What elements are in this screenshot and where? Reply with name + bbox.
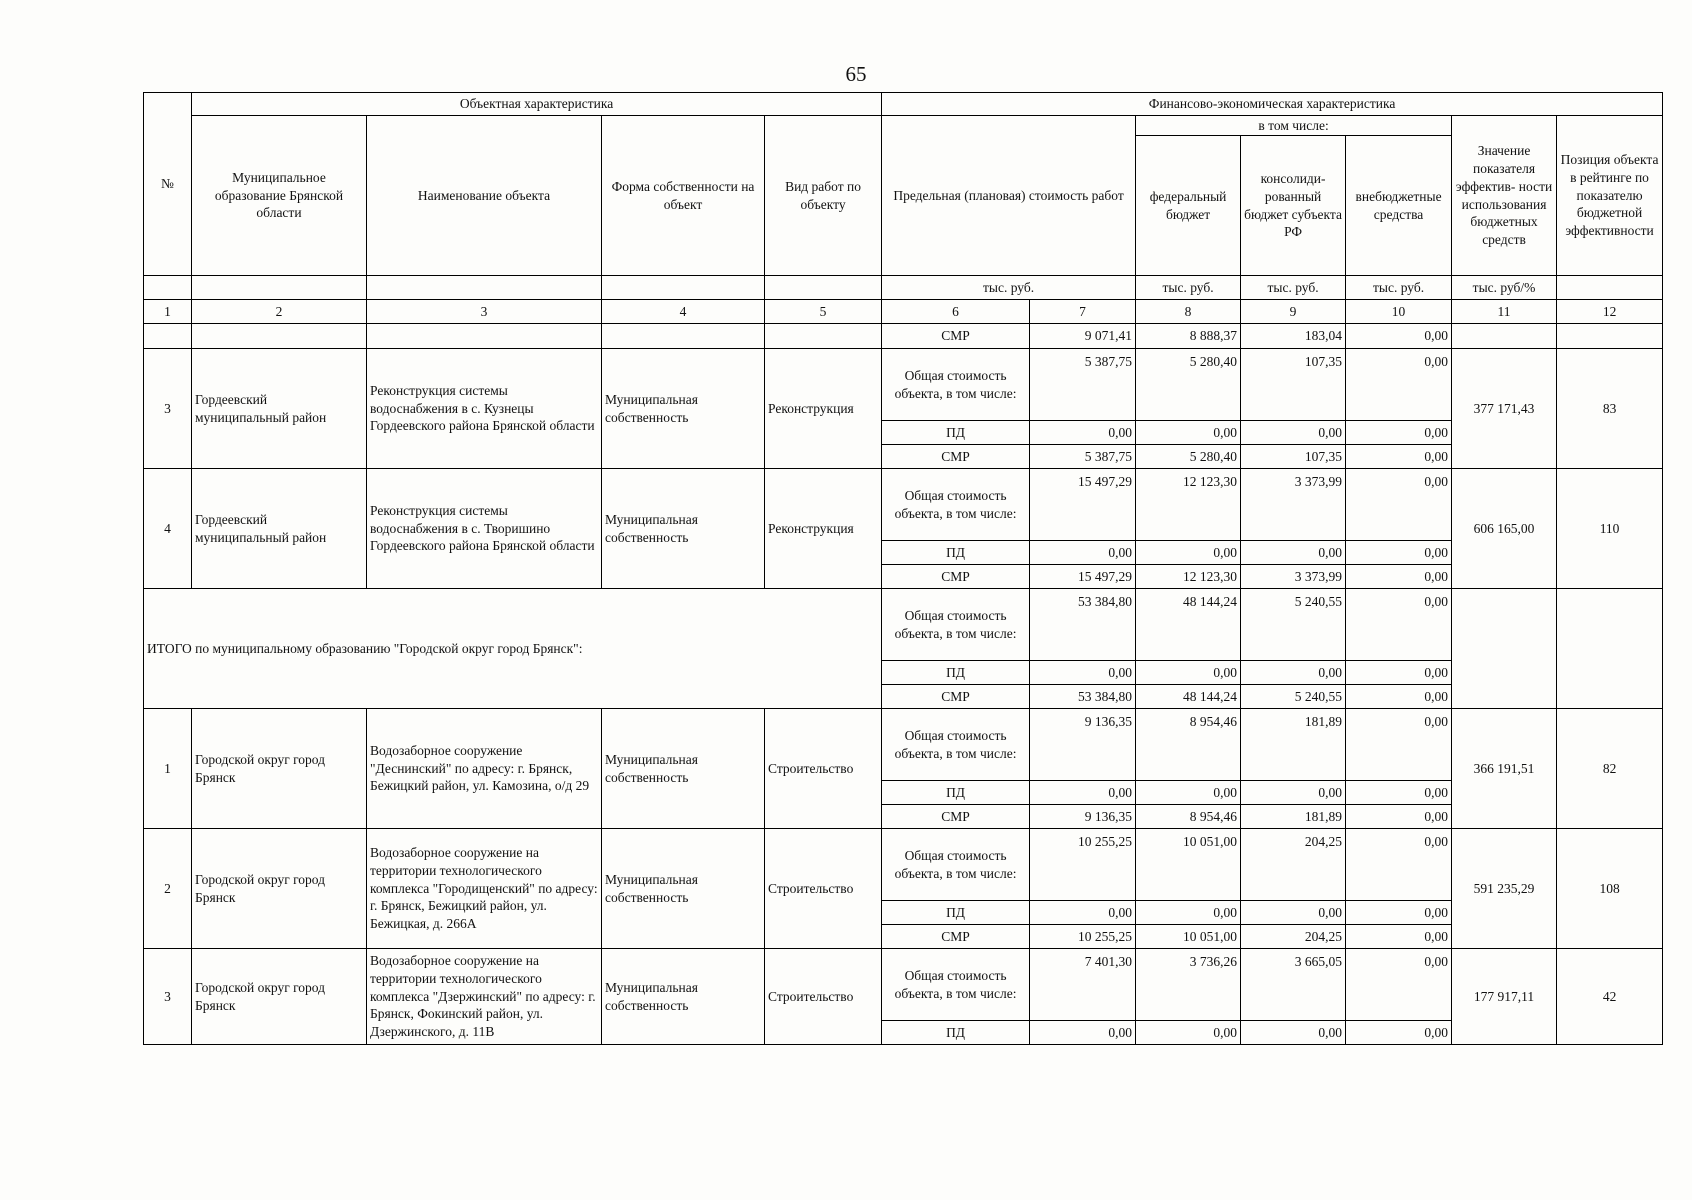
extrabudget-value: 0,00 xyxy=(1346,565,1452,589)
unit-extrabudget: тыс. руб. xyxy=(1346,276,1452,300)
row-number: 3 xyxy=(144,949,192,1045)
row-number: 2 xyxy=(144,829,192,949)
smr-label: СМР xyxy=(882,805,1030,829)
itogo-label: ИТОГО по муниципальному образованию "Городской округ город Брянск": xyxy=(144,589,882,709)
regional-value: 0,00 xyxy=(1241,421,1346,445)
efficiency-value: 606 165,00 xyxy=(1452,469,1557,589)
federal-value: 10 051,00 xyxy=(1136,829,1241,901)
federal-value: 0,00 xyxy=(1136,1021,1241,1045)
work-type-cell: Строительство xyxy=(765,709,882,829)
empty-cell xyxy=(367,324,602,349)
federal-value: 5 280,40 xyxy=(1136,445,1241,469)
row-number: 3 xyxy=(144,349,192,469)
municipality-cell: Гордеевский муниципальный район xyxy=(192,349,367,469)
unit-federal: тыс. руб. xyxy=(1136,276,1241,300)
table-row xyxy=(144,324,1663,349)
federal-value: 12 123,30 xyxy=(1136,469,1241,541)
cost-value: 9 071,41 xyxy=(1030,324,1136,349)
federal-value: 0,00 xyxy=(1136,661,1241,685)
empty-cell xyxy=(602,324,765,349)
pd-label: ПД xyxy=(882,1021,1030,1045)
pd-label: ПД xyxy=(882,901,1030,925)
efficiency-value: 177 917,11 xyxy=(1452,949,1557,1045)
smr-label: СМР xyxy=(882,565,1030,589)
cost-value: 0,00 xyxy=(1030,1021,1136,1045)
smr-label: СМР xyxy=(882,685,1030,709)
total-cost-label: Общая стоимость объекта, в том числе: xyxy=(882,949,1030,1021)
federal-value: 0,00 xyxy=(1136,421,1241,445)
regional-value: 3 373,99 xyxy=(1241,565,1346,589)
efficiency-value: 377 171,43 xyxy=(1452,349,1557,469)
column-number: 6 xyxy=(882,300,1030,324)
unit-regional: тыс. руб. xyxy=(1241,276,1346,300)
cost-value: 0,00 xyxy=(1030,781,1136,805)
cost-value: 5 387,75 xyxy=(1030,445,1136,469)
header-finance-group: Финансово-экономическая характеристика xyxy=(882,93,1663,116)
cost-value: 5 387,75 xyxy=(1030,349,1136,421)
ownership-cell: Муниципальная собственность xyxy=(602,949,765,1045)
table-row xyxy=(144,349,1663,421)
empty-cell xyxy=(192,324,367,349)
rank-value: 42 xyxy=(1557,949,1663,1045)
unit-cell-empty xyxy=(192,276,367,300)
extrabudget-value: 0,00 xyxy=(1346,829,1452,901)
total-cost-label: Общая стоимость объекта, в том числе: xyxy=(882,349,1030,421)
row-number: 4 xyxy=(144,469,192,589)
federal-value: 8 888,37 xyxy=(1136,324,1241,349)
smr-label: СМР xyxy=(882,324,1030,349)
cost-value: 0,00 xyxy=(1030,421,1136,445)
extrabudget-value: 0,00 xyxy=(1346,781,1452,805)
unit-cost: тыс. руб. xyxy=(882,276,1136,300)
header-no: № xyxy=(144,93,192,276)
table-row xyxy=(144,949,1663,1021)
ownership-cell: Муниципальная собственность xyxy=(602,349,765,469)
work-type-cell: Строительство xyxy=(765,949,882,1045)
federal-value: 3 736,26 xyxy=(1136,949,1241,1021)
cost-value: 15 497,29 xyxy=(1030,469,1136,541)
municipality-cell: Гордеевский муниципальный район xyxy=(192,469,367,589)
cost-value: 53 384,80 xyxy=(1030,589,1136,661)
object-name-cell: Реконструкция системы водоснабжения в с. Творишино Гордеевского района Брянской области xyxy=(367,469,602,589)
ownership-cell: Муниципальная собственность xyxy=(602,829,765,949)
header-object-name: Наименование объекта xyxy=(367,116,602,276)
cost-value: 0,00 xyxy=(1030,541,1136,565)
table-row xyxy=(144,469,1663,541)
empty-cell xyxy=(765,324,882,349)
rank-value: 83 xyxy=(1557,349,1663,469)
efficiency-value: 366 191,51 xyxy=(1452,709,1557,829)
regional-value: 0,00 xyxy=(1241,661,1346,685)
unit-cell-empty xyxy=(144,276,192,300)
cost-value: 7 401,30 xyxy=(1030,949,1136,1021)
municipality-cell: Городской округ город Брянск xyxy=(192,709,367,829)
unit-efficiency: тыс. руб/% xyxy=(1452,276,1557,300)
pd-label: ПД xyxy=(882,421,1030,445)
regional-value: 5 240,55 xyxy=(1241,589,1346,661)
work-type-cell: Реконструкция xyxy=(765,469,882,589)
column-number: 12 xyxy=(1557,300,1663,324)
extrabudget-value: 0,00 xyxy=(1346,949,1452,1021)
extrabudget-value: 0,00 xyxy=(1346,661,1452,685)
cost-value: 0,00 xyxy=(1030,661,1136,685)
regional-value: 181,89 xyxy=(1241,805,1346,829)
total-cost-label: Общая стоимость объекта, в том числе: xyxy=(882,829,1030,901)
column-number: 1 xyxy=(144,300,192,324)
cost-value: 10 255,25 xyxy=(1030,925,1136,949)
extrabudget-value: 0,00 xyxy=(1346,541,1452,565)
regional-value: 204,25 xyxy=(1241,829,1346,901)
pd-label: ПД xyxy=(882,781,1030,805)
column-number: 2 xyxy=(192,300,367,324)
empty-cell xyxy=(1452,324,1557,349)
extrabudget-value: 0,00 xyxy=(1346,1021,1452,1045)
regional-value: 0,00 xyxy=(1241,1021,1346,1045)
work-type-cell: Реконструкция xyxy=(765,349,882,469)
regional-value: 183,04 xyxy=(1241,324,1346,349)
extrabudget-value: 0,00 xyxy=(1346,925,1452,949)
federal-value: 48 144,24 xyxy=(1136,589,1241,661)
federal-value: 8 954,46 xyxy=(1136,805,1241,829)
objects-table xyxy=(143,92,1663,1045)
rank-value: 108 xyxy=(1557,829,1663,949)
unit-cell-empty xyxy=(765,276,882,300)
header-including: в том числе: xyxy=(1136,116,1452,136)
table-row xyxy=(144,709,1663,781)
federal-value: 10 051,00 xyxy=(1136,925,1241,949)
table-row xyxy=(144,589,1663,661)
header-ownership: Форма собственности на объект xyxy=(602,116,765,276)
rank-value: 82 xyxy=(1557,709,1663,829)
empty-cell xyxy=(1557,589,1663,709)
total-cost-label: Общая стоимость объекта, в том числе: xyxy=(882,589,1030,661)
regional-value: 5 240,55 xyxy=(1241,685,1346,709)
empty-cell xyxy=(1557,324,1663,349)
efficiency-value: 591 235,29 xyxy=(1452,829,1557,949)
cost-value: 15 497,29 xyxy=(1030,565,1136,589)
pd-label: ПД xyxy=(882,541,1030,565)
extrabudget-value: 0,00 xyxy=(1346,709,1452,781)
regional-value: 0,00 xyxy=(1241,781,1346,805)
smr-label: СМР xyxy=(882,925,1030,949)
regional-value: 107,35 xyxy=(1241,445,1346,469)
header-work-type: Вид работ по объекту xyxy=(765,116,882,276)
empty-cell xyxy=(1452,589,1557,709)
header-federal-budget: федеральный бюджет xyxy=(1136,136,1241,276)
pd-label: ПД xyxy=(882,661,1030,685)
header-municipality: Муниципальное образование Брянской области xyxy=(192,116,367,276)
regional-value: 3 373,99 xyxy=(1241,469,1346,541)
work-type-cell: Строительство xyxy=(765,829,882,949)
unit-cell-empty xyxy=(602,276,765,300)
federal-value: 0,00 xyxy=(1136,781,1241,805)
regional-value: 3 665,05 xyxy=(1241,949,1346,1021)
extrabudget-value: 0,00 xyxy=(1346,589,1452,661)
extrabudget-value: 0,00 xyxy=(1346,445,1452,469)
rank-value: 110 xyxy=(1557,469,1663,589)
cost-value: 9 136,35 xyxy=(1030,709,1136,781)
column-number: 5 xyxy=(765,300,882,324)
extrabudget-value: 0,00 xyxy=(1346,349,1452,421)
extrabudget-value: 0,00 xyxy=(1346,901,1452,925)
extrabudget-value: 0,00 xyxy=(1346,469,1452,541)
cost-value: 53 384,80 xyxy=(1030,685,1136,709)
federal-value: 0,00 xyxy=(1136,901,1241,925)
federal-value: 8 954,46 xyxy=(1136,709,1241,781)
total-cost-label: Общая стоимость объекта, в том числе: xyxy=(882,469,1030,541)
table-row xyxy=(144,829,1663,901)
column-number: 9 xyxy=(1241,300,1346,324)
ownership-cell: Муниципальная собственность xyxy=(602,469,765,589)
extrabudget-value: 0,00 xyxy=(1346,421,1452,445)
object-name-cell: Водозаборное сооружение на территории технологического комплекса "Городищенский" по адресу: г. Брянск, Бежицкий район, ул. Бежицкая, д. 266А xyxy=(367,829,602,949)
header-regional-budget: консолиди- рованный бюджет субъекта РФ xyxy=(1241,136,1346,276)
column-number: 11 xyxy=(1452,300,1557,324)
regional-value: 204,25 xyxy=(1241,925,1346,949)
header-efficiency: Значение показателя эффектив- ности использования бюджетных средств xyxy=(1452,116,1557,276)
header-extrabudget: внебюджетные средства xyxy=(1346,136,1452,276)
cost-value: 0,00 xyxy=(1030,901,1136,925)
federal-value: 5 280,40 xyxy=(1136,349,1241,421)
regional-value: 0,00 xyxy=(1241,541,1346,565)
header-planned-cost: Предельная (плановая) стоимость работ xyxy=(882,116,1136,276)
page-number: 65 xyxy=(845,62,867,86)
federal-value: 0,00 xyxy=(1136,541,1241,565)
municipality-cell: Городской округ город Брянск xyxy=(192,829,367,949)
column-number: 4 xyxy=(602,300,765,324)
header-rank: Позиция объекта в рейтинге по показателю бюджетной эффективности xyxy=(1557,116,1663,276)
cost-value: 10 255,25 xyxy=(1030,829,1136,901)
object-name-cell: Водозаборное сооружение "Деснинский" по адресу: г. Брянск, Бежицкий район, ул. Камозина, о/д 29 xyxy=(367,709,602,829)
unit-cell-empty xyxy=(1557,276,1663,300)
regional-value: 107,35 xyxy=(1241,349,1346,421)
cost-value: 9 136,35 xyxy=(1030,805,1136,829)
regional-value: 0,00 xyxy=(1241,901,1346,925)
row-number: 1 xyxy=(144,709,192,829)
ownership-cell: Муниципальная собственность xyxy=(602,709,765,829)
column-number: 3 xyxy=(367,300,602,324)
total-cost-label: Общая стоимость объекта, в том числе: xyxy=(882,709,1030,781)
unit-cell-empty xyxy=(367,276,602,300)
column-number: 10 xyxy=(1346,300,1452,324)
extrabudget-value: 0,00 xyxy=(1346,324,1452,349)
regional-value: 181,89 xyxy=(1241,709,1346,781)
extrabudget-value: 0,00 xyxy=(1346,805,1452,829)
federal-value: 12 123,30 xyxy=(1136,565,1241,589)
municipality-cell: Городской округ город Брянск xyxy=(192,949,367,1045)
smr-label: СМР xyxy=(882,445,1030,469)
column-number: 8 xyxy=(1136,300,1241,324)
object-name-cell: Реконструкция системы водоснабжения в с. Кузнецы Гордеевского района Брянской области xyxy=(367,349,602,469)
federal-value: 48 144,24 xyxy=(1136,685,1241,709)
extrabudget-value: 0,00 xyxy=(1346,685,1452,709)
empty-cell xyxy=(144,324,192,349)
header-object-group: Объектная характеристика xyxy=(192,93,882,116)
object-name-cell: Водозаборное сооружение на территории технологического комплекса "Дзержинский" по адресу: г. Брянск, Фокинский район, ул. Дзержинского, д. 11В xyxy=(367,949,602,1045)
column-number: 7 xyxy=(1030,300,1136,324)
